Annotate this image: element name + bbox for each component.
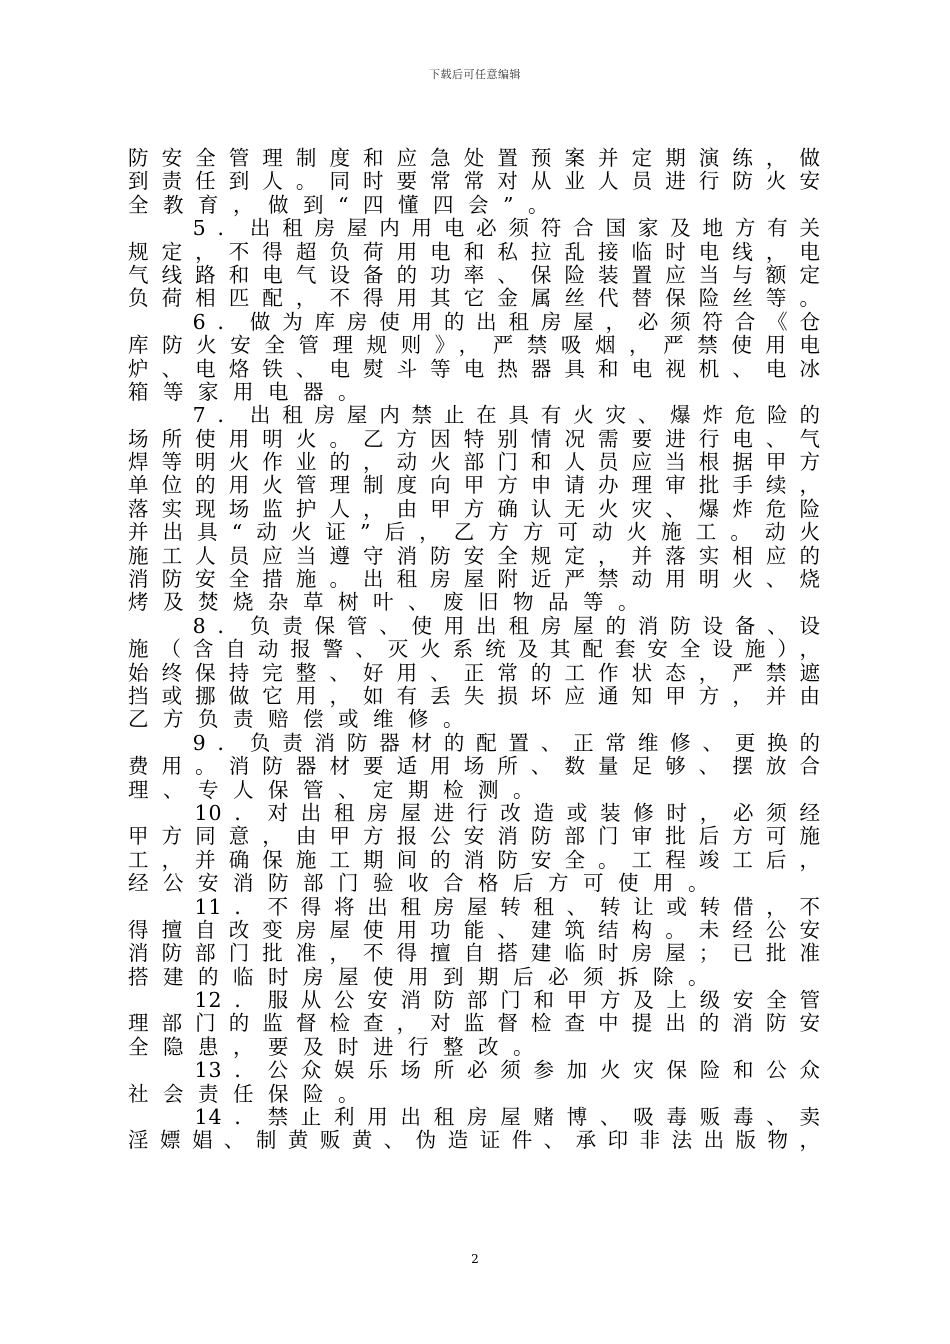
body-line: 焊等明火作业的，动火部门和人员应当根据甲方 — [128, 450, 821, 475]
body-line: 甲方同意，由甲方报公安消防部门审批后方可施 — [128, 824, 821, 849]
body-line: 并出具“动火证”后，乙方方可动火施工。动火 — [128, 520, 821, 545]
body-line: 施（含自动报警、灭火系统及其配套安全设施）， — [128, 637, 821, 662]
body-line: 社会责任保险。 — [128, 1081, 373, 1106]
body-line: 箱等家用电器。 — [128, 379, 373, 404]
body-line: 到责任到人。同时要常常对从业人员进行防火安 — [128, 169, 821, 194]
body-line: 7．出租房屋内禁止在具有火灾、爆炸危险的 — [128, 403, 821, 428]
body-line: 消防部门批准，不得擅自搭建临时房屋；已批准 — [128, 941, 821, 966]
body-line: 全隐患，要及时进行整改。 — [128, 1034, 548, 1059]
body-line: 5．出租房屋内用电必须符合国家及地方有关 — [128, 216, 821, 241]
body-line: 库防火安全管理规则》，严禁吸烟，严禁使用电 — [128, 333, 821, 358]
body-line: 施工人员应当遵守消防安全规定，并落实相应的 — [128, 543, 821, 568]
body-line: 得擅自改变房屋使用功能、建筑结构。未经公安 — [128, 917, 821, 942]
body-line: 8．负责保管、使用出租房屋的消防设备、设 — [128, 613, 821, 638]
body-line: 13．公众娱乐场所必须参加火灾保险和公众 — [128, 1058, 821, 1083]
body-line: 乙方负责赔偿或维修。 — [128, 707, 478, 732]
body-line: 烤及焚烧杂草树叶、废旧物品等。 — [128, 590, 653, 615]
body-line: 10．对出租房屋进行改造或装修时，必须经 — [128, 800, 821, 825]
body-line: 规定，不得超负荷用电和私拉乱接临时电线，电 — [128, 239, 821, 264]
body-line: 费用。消防器材要适用场所、数量足够、摆放合 — [128, 754, 821, 779]
body-line: 消防安全措施。出租房屋附近严禁动用明火、烧 — [128, 567, 821, 592]
body-line: 搭建的临时房屋使用到期后必须拆除。 — [128, 964, 723, 989]
page-number: 2 — [471, 1252, 479, 1266]
body-line: 淫嫖娼、制黄贩黄、伪造证件、承印非法出版物， — [128, 1128, 821, 1153]
body-line: 14．禁止利用出租房屋赌博、吸毒贩毒、卖 — [128, 1105, 821, 1130]
body-line: 防安全管理制度和应急处置预案并定期演练，做 — [128, 146, 821, 170]
body-line: 工，并确保施工期间的消防安全。工程竣工后， — [128, 847, 821, 872]
body-line: 挡或挪做它用，如有丢失损坏应通知甲方，并由 — [128, 683, 821, 708]
body-line: 单位的用火管理制度向甲方申请办理审批手续， — [128, 473, 821, 498]
body-line: 理、专人保管、定期检测。 — [128, 777, 548, 802]
body-line: 气线路和电气设备的功率、保险装置应当与额定 — [128, 262, 821, 287]
page-header-note: 下载后可任意编辑 — [429, 68, 521, 81]
body-line: 全教育，做到“四懂四会”。 — [128, 192, 563, 217]
body-line: 场所使用明火。乙方因特别情况需要进行电、气 — [128, 426, 821, 451]
body-line: 9．负责消防器材的配置、正常维修、更换的 — [128, 730, 821, 755]
body-line: 11．不得将出租房屋转租、转让或转借，不 — [128, 894, 821, 919]
document-body — [128, 147, 821, 1153]
body-line: 12．服从公安消防部门和甲方及上级安全管 — [128, 988, 821, 1013]
body-line: 经公安消防部门验收合格后方可使用。 — [128, 871, 723, 896]
body-line: 始终保持完整、好用、正常的工作状态，严禁遮 — [128, 660, 821, 685]
body-line: 负荷相匹配，不得用其它金属丝代替保险丝等。 — [128, 286, 821, 311]
body-line: 炉、电烙铁、电熨斗等电热器具和电视机、电冰 — [128, 356, 821, 381]
body-line: 理部门的监督检查，对监督检查中提出的消防安 — [128, 1011, 821, 1036]
body-line: 6．做为库房使用的出租房屋，必须符合《仓 — [128, 309, 821, 334]
body-line: 落实现场监护人，由甲方确认无火灾、爆炸危险 — [128, 496, 821, 521]
